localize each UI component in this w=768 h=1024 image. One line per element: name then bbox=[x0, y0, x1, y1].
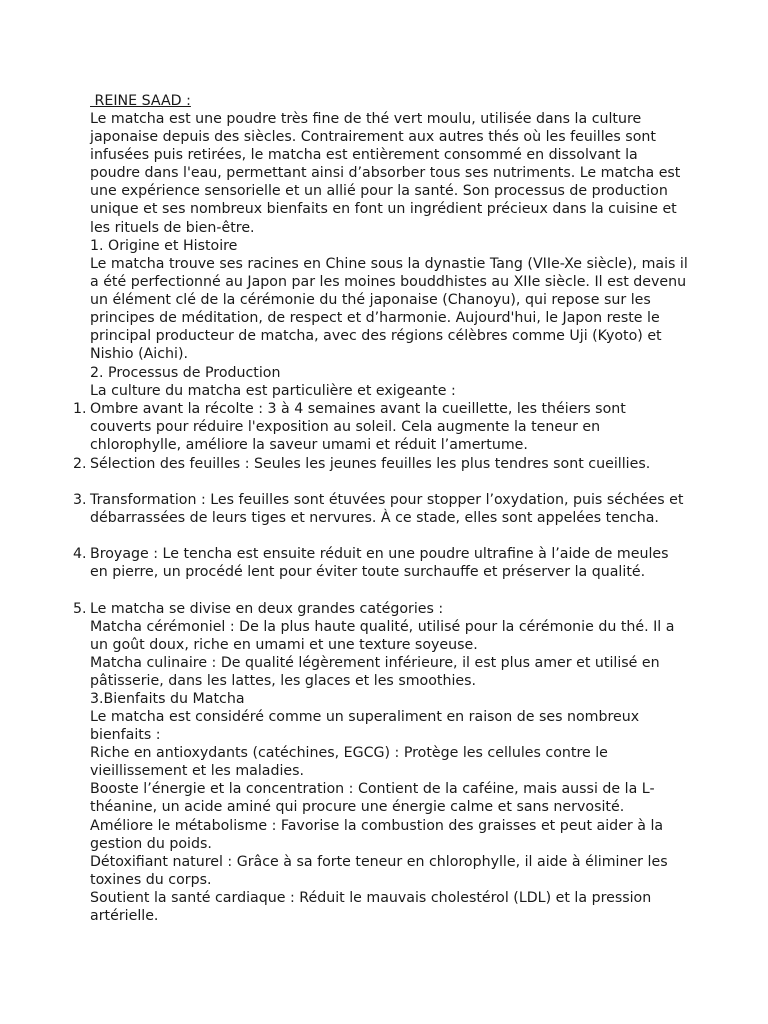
section-1-paragraph: Le matcha trouve ses racines en Chine sous la dynastie Tang (VIIe-Xe siècle), mais il a été perfectionné au Japon par les moines bouddhistes au XIIe siècle. Il est devenu un élément clé de la cérémonie du thé japonaise (Chanoyu), qui repose sur les principes de méditation, de respect et d’harmonie. Aujourd'hui, le Japon reste le principal producteur de matcha, avec des régions célèbres comme Uji (Kyoto) et Nishio (Aichi). bbox=[90, 256, 688, 363]
section-1-heading: 1. Origine et Histoire bbox=[90, 238, 238, 254]
section-2-intro: La culture du matcha est particulière et exigeante : bbox=[90, 383, 456, 399]
list-item-text: Le matcha se divise en deux grandes catégories : bbox=[90, 601, 444, 617]
category-culinary: Matcha culinaire : De qualité légèrement inférieure, il est plus amer et utilisé en pâtisserie, dans les lattes, les glaces et les smoothies. bbox=[90, 655, 660, 690]
list-item-step-2 bbox=[73, 455, 690, 473]
list-item-step-1 bbox=[73, 400, 690, 454]
intro-paragraph: Le matcha est une poudre très fine de thé vert moulu, utilisée dans la culture japonaise depuis des siècles. Contrairement aux autres thés où les feuilles sont infusées puis retirées, le matcha est entièrement consommé en dissolvant la poudre dans l'eau, permettant ainsi d’absorber tous ses nutriments. Le matcha est une expérience sensorielle et un allié pour la santé. Son processus de production unique et ses nombreux bienfaits en font un ingrédient précieux dans la cuisine et les rituels de bien-être. bbox=[90, 111, 681, 236]
list-number: 1. bbox=[73, 401, 87, 417]
list-number: 4. bbox=[73, 546, 87, 562]
list-item-step-3 bbox=[73, 491, 690, 527]
list-number: 5. bbox=[73, 601, 87, 617]
list-item-text: Ombre avant la récolte : 3 à 4 semaines avant la cueillette, les théiers sont couverts pour réduire l'exposition au soleil. Cela augmente la teneur en chlorophylle, améliore la saveur umami et réduit l’amertume. bbox=[90, 401, 626, 454]
list-item-text: Transformation : Les feuilles sont étuvées pour stopper l’oxydation, puis séchées et débarrassées de leurs tiges et nervures. À ce stade, elles sont appelées tencha. bbox=[90, 492, 684, 527]
list-item-text: Sélection des feuilles : Seules les jeunes feuilles les plus tendres sont cueillies. bbox=[90, 456, 651, 472]
category-ceremonial: Matcha cérémoniel : De la plus haute qualité, utilisé pour la cérémonie du thé. Il a un goût doux, riche en umami et une texture soyeuse. bbox=[90, 619, 675, 654]
list-number: 3. bbox=[73, 492, 87, 508]
section-3-intro: Le matcha est considéré comme un superaliment en raison de ses nombreux bienfaits : bbox=[90, 709, 640, 744]
section-3-heading: 3.Bienfaits du Matcha bbox=[90, 691, 245, 707]
benefit-energy: Booste l’énergie et la concentration : Contient de la caféine, mais aussi de la L-théanine, un acide aminé qui procure une énergie calme et sans nervosité. bbox=[90, 781, 655, 816]
benefit-detox: Détoxifiant naturel : Grâce à sa forte teneur en chlorophylle, il aide à éliminer les toxines du corps. bbox=[90, 854, 668, 889]
benefit-cardiac: Soutient la santé cardiaque : Réduit le mauvais cholestérol (LDL) et la pression artérielle. bbox=[90, 890, 652, 925]
list-item-step-5 bbox=[73, 600, 690, 618]
benefit-metabolism: Améliore le métabolisme : Favorise la combustion des graisses et peut aider à la gestion du poids. bbox=[90, 818, 664, 853]
list-number: 2. bbox=[73, 456, 87, 472]
document-title: REINE SAAD : bbox=[90, 93, 191, 109]
list-item-step-4 bbox=[73, 545, 690, 581]
benefit-antioxidants: Riche en antioxydants (catéchines, EGCG) : Protège les cellules contre le vieillissement et les maladies. bbox=[90, 745, 608, 780]
section-2-heading: 2. Processus de Production bbox=[90, 365, 281, 381]
list-item-text: Broyage : Le tencha est ensuite réduit en une poudre ultrafine à l’aide de meules en pierre, un procédé lent pour éviter toute surchauffe et préserver la qualité. bbox=[90, 546, 669, 581]
